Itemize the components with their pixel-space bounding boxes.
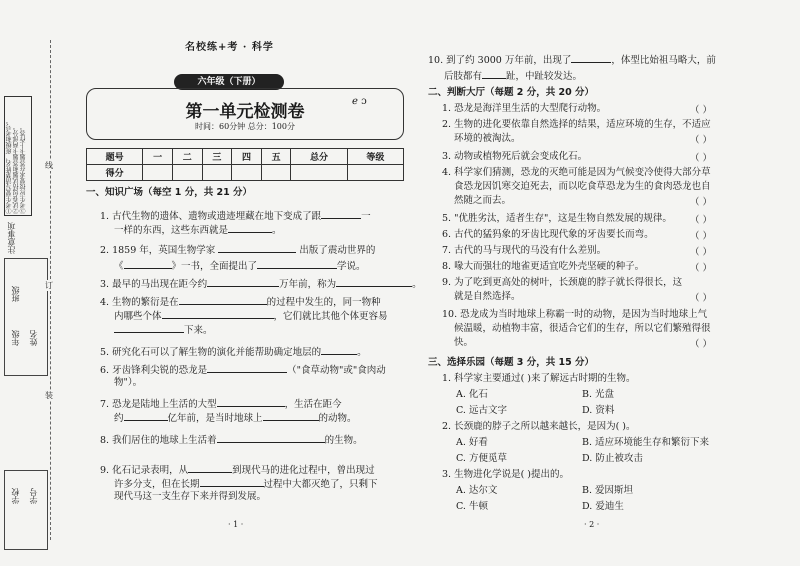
question-text: 10. 到了约 3000 万年前，出现了: [428, 55, 572, 66]
question-text: ，体型比始祖马略大，前: [611, 55, 716, 66]
question-text: 7. 恐龙是陆地上生活的大型: [100, 399, 217, 410]
choice-option[interactable]: B. 光盘: [582, 389, 615, 400]
choice-option[interactable]: D. 资料: [582, 405, 615, 416]
answer-blank[interactable]: [124, 258, 172, 269]
choice-question: 2. 长颈鹿的脖子之所以越来越长，是因为( )。: [442, 421, 636, 432]
number-label: 学号: [29, 488, 38, 504]
page-number: · 1 ·: [228, 520, 244, 529]
judge-item: 1. 恐龙是海洋里生活的大型爬行动物。: [442, 103, 607, 114]
answer-blank[interactable]: [179, 294, 267, 305]
answer-blank[interactable]: [228, 222, 272, 233]
choice-option[interactable]: A. 达尔文: [456, 485, 498, 496]
judge-item: 然随之而去。: [454, 195, 512, 206]
question-text: 许多分支，但在长期: [114, 479, 200, 490]
school-info-box: [4, 470, 48, 550]
question-text: 后肢都有: [444, 71, 483, 82]
judge-paren[interactable]: （ ）: [690, 197, 713, 208]
judge-paren[interactable]: （ ）: [690, 293, 713, 304]
notice-box: [4, 96, 32, 216]
question-line: [100, 432, 363, 447]
answer-blank[interactable]: [114, 322, 184, 333]
judge-paren[interactable]: （ ）: [690, 231, 713, 242]
answer-blank[interactable]: [124, 410, 168, 421]
section-title: 三、选择乐园（每题 3 分，共 15 分）: [428, 357, 595, 368]
question-line: [100, 242, 375, 257]
score-header-row: [87, 149, 404, 165]
judge-paren[interactable]: （ ）: [690, 263, 713, 274]
notice-title: 注意事项: [7, 222, 16, 254]
judge-item: 4. 科学家们猜测，恐龙的灭绝可能是因为气候变冷使得大部分草: [442, 167, 711, 178]
judge-item: 就是自然选择。: [454, 291, 521, 302]
question-text: ，它们就比其他个体更容易: [273, 311, 388, 322]
judge-item: 7. 古代的马与现代的马没有什么差别。: [442, 245, 607, 256]
score-input-cell[interactable]: [143, 165, 173, 181]
judge-item: 环境的被淘汰。: [454, 133, 521, 144]
judge-paren[interactable]: （ ）: [690, 247, 713, 258]
answer-blank[interactable]: [217, 396, 285, 407]
score-table: [86, 148, 404, 181]
question-text: 到现代马的进化过程中，曾出现过: [232, 465, 375, 476]
cut-char: 装: [45, 391, 53, 400]
page-number: · 2 ·: [584, 520, 600, 529]
question-text: 的过程中发生的，同一物种: [266, 297, 381, 308]
question-text: ，生活在距今: [284, 399, 342, 410]
question-text: 趾，中趾较发达。: [506, 71, 583, 82]
score-cell: 总分: [291, 149, 347, 165]
question-text: 内哪些个体: [114, 311, 162, 322]
choice-option[interactable]: C. 牛顿: [456, 501, 488, 512]
section-title: 二、判断大厅（每题 2 分，共 20 分）: [428, 87, 595, 98]
score-input-cell[interactable]: [232, 165, 262, 181]
judge-item: 食恐龙因饥寒交迫死去，而以吃食草恐龙为生的食肉恐龙也自: [454, 181, 711, 192]
answer-blank[interactable]: [207, 276, 279, 287]
question-line: [100, 462, 375, 477]
choice-option[interactable]: C. 方便觅草: [456, 453, 507, 464]
question-line: [114, 476, 378, 491]
question-text: 出版了震动世界的: [299, 245, 376, 256]
choice-option[interactable]: B. 适应环境能生存和繁衍下来: [582, 437, 710, 448]
judge-paren[interactable]: （ ）: [690, 153, 713, 164]
judge-item: 8. 喙大而强壮的地雀更适宜吃外壳坚硬的种子。: [442, 261, 645, 272]
cut-char: 订: [45, 281, 53, 290]
question-line: 一样的东西，这些东西就是 。: [114, 222, 282, 237]
question-line: [114, 308, 388, 323]
choice-option[interactable]: A. 化石: [456, 389, 488, 400]
question-line: 3. 最早的马出现在距今约 万年前，称为 。: [100, 276, 422, 291]
score-cell: 二: [172, 149, 202, 165]
question-text: 3. 最早的马出现在距今约: [100, 279, 208, 290]
answer-blank[interactable]: [207, 362, 287, 373]
answer-blank[interactable]: [257, 258, 337, 269]
question-text: 2. 1859 年，英国生物学家: [100, 245, 216, 256]
answer-blank[interactable]: [482, 68, 506, 79]
question-line: [114, 376, 142, 389]
answer-blank[interactable]: [571, 52, 611, 63]
judge-item: 6. 古代的猛犸象的牙齿比现代象的牙齿要长而弯。: [442, 229, 654, 240]
question-text: 1. 古代生物的遗体、遗物或遗迹埋藏在地下变成了跟: [100, 211, 322, 222]
answer-blank[interactable]: [188, 462, 232, 473]
cut-char: 线: [45, 161, 53, 170]
class-info-box: [4, 258, 48, 376]
score-cell: 四: [232, 149, 262, 165]
choice-option[interactable]: D. 爱迪生: [582, 501, 624, 512]
question-text: 8. 我们居住的地球上生活着: [100, 435, 217, 446]
score-cell: 题号: [87, 149, 143, 165]
score-cell: 五: [261, 149, 291, 165]
question-text: 《: [114, 261, 124, 272]
judge-item: 快。: [454, 337, 474, 348]
judge-paren[interactable]: （ ）: [690, 105, 713, 116]
question-text: 的生物。: [324, 435, 363, 446]
question-text: 9. 化石记录表明，从: [100, 465, 189, 476]
school-label: 学校: [11, 488, 20, 504]
question-text: 现代马这一支生存下来并得到发展。: [114, 491, 267, 502]
question-line: [100, 396, 342, 411]
judge-item: 候温暖，动植物丰富，很适合它们的生存，所以它们繁殖得很: [454, 323, 711, 334]
question-line: [444, 68, 582, 83]
decoration-icon: ℯ ɔ: [352, 96, 367, 107]
judge-item: 10. 恐龙成为当时地球上称霸一时的动物，是因为当时地球上气: [442, 309, 708, 320]
question-line: 1. 古代生物的遗体、遗物或遗迹埋藏在地下变成了跟 一: [100, 208, 371, 223]
answer-blank[interactable]: [218, 242, 296, 253]
answer-blank[interactable]: [162, 308, 274, 319]
question-line: [100, 294, 381, 309]
name-label: 姓名: [29, 330, 38, 346]
question-line: [114, 322, 213, 337]
grade-label: 年级: [11, 330, 20, 346]
choice-option[interactable]: C. 远古文字: [456, 405, 507, 416]
question-line: [114, 490, 266, 503]
exam-title: 第一单元检测卷: [185, 102, 305, 122]
score-value-row: [87, 165, 404, 181]
question-line: [428, 52, 716, 67]
series-title: 名校练+考 · 科学: [185, 42, 274, 53]
question-text: 》一书，全面提出了: [171, 261, 258, 272]
choice-option[interactable]: D. 防止被攻击: [582, 453, 643, 464]
answer-blank[interactable]: [336, 276, 412, 287]
question-line: [114, 410, 357, 425]
choice-question: 1. 科学家主要通过( )来了解远古时期的生物。: [442, 373, 636, 384]
answer-blank[interactable]: [217, 432, 325, 443]
judge-item: 5. "优胜劣汰，适者生存"，这是生物自然发展的规律。: [442, 213, 672, 224]
answer-blank[interactable]: [321, 208, 361, 219]
judge-item: 3. 动物或植物死后就会变成化石。: [442, 151, 588, 162]
score-cell: 等级: [347, 149, 403, 165]
section-title: 一、知识广场（每空 1 分，共 21 分）: [86, 187, 253, 198]
judge-paren[interactable]: （ ）: [690, 339, 713, 350]
score-input-cell[interactable]: [172, 165, 202, 181]
question-text: 一样的东西，这些东西就是: [114, 225, 229, 236]
notice-line: ③考生应按要求在答题卡上作答。: [20, 124, 27, 214]
answer-blank[interactable]: [263, 410, 319, 421]
choice-option[interactable]: B. 爱因斯坦: [582, 485, 634, 496]
binding-strip: [0, 0, 72, 566]
score-input-cell[interactable]: [202, 165, 232, 181]
answer-blank[interactable]: [321, 344, 357, 355]
choice-question: 3. 生物进化学说是( )提出的。: [442, 469, 570, 480]
score-cell: 一: [143, 149, 173, 165]
question-line: [114, 258, 366, 273]
notice-line: ②试卷包括试题和答题卡两部分。: [13, 124, 20, 214]
question-line: [100, 362, 386, 377]
class-label: 班级: [11, 286, 20, 302]
answer-blank[interactable]: [200, 476, 264, 487]
score-cell: 得分: [87, 165, 143, 181]
question-text: 学说。: [337, 261, 366, 272]
question-text: 过程中大都灭绝了，只剩下: [263, 479, 378, 490]
question-text: 5. 研究化石可以了解生物的演化并能帮助确定地层的: [100, 347, 322, 358]
question-text: 物"）。: [114, 377, 143, 388]
question-text: 6. 牙齿锋利尖锐的恐龙是: [100, 365, 208, 376]
judge-item: 9. 为了吃到更高处的树叶，长颈鹿的脖子就长得很长，这: [442, 277, 683, 288]
exam-meta: 时间：60分钟 总分：100分: [195, 122, 295, 131]
score-input-cell[interactable]: [291, 165, 347, 181]
notice-line: ①考生要写清楚姓名、班级和考号。: [6, 118, 13, 214]
question-text: 4. 生物的繁衍是在: [100, 297, 179, 308]
question-text: 约: [114, 413, 124, 424]
question-text: 亿年前，是当时地球上: [167, 413, 263, 424]
question-line: 5. 研究化石可以了解生物的演化并能帮助确定地层的 。: [100, 344, 367, 359]
judge-item: 2. 生物的进化要依靠自然选择的结果，适应环境的生存，不适应: [442, 119, 711, 130]
question-text: （"食草动物"或"食肉动: [287, 365, 386, 376]
question-text: 万年前，称为: [279, 279, 337, 290]
choice-option[interactable]: A. 好看: [456, 437, 488, 448]
judge-paren[interactable]: （ ）: [690, 135, 713, 146]
judge-paren[interactable]: （ ）: [690, 215, 713, 226]
question-text: 的动物。: [318, 413, 357, 424]
score-cell: 三: [202, 149, 232, 165]
score-input-cell[interactable]: [347, 165, 403, 181]
score-input-cell[interactable]: [261, 165, 291, 181]
question-text: 下来。: [184, 325, 213, 336]
grade-badge: 六年级（下册）: [174, 74, 284, 90]
